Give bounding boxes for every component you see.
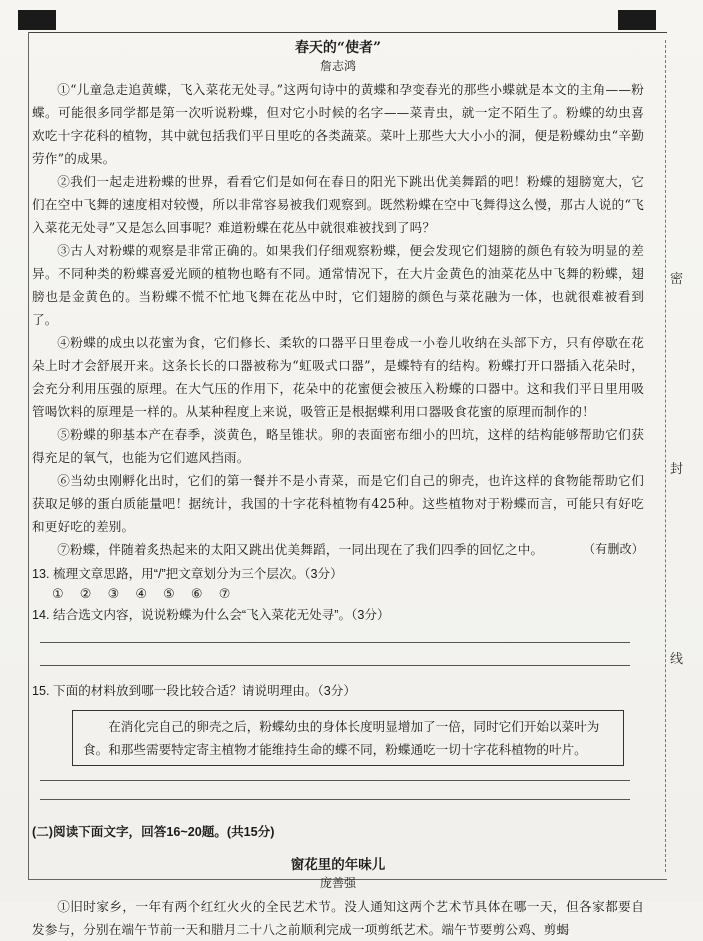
question-15: 15. 下面的材料放到哪一段比较合适？请说明理由。（3分） — [32, 684, 356, 698]
alignment-marker-left — [18, 10, 56, 30]
answer-line-15b[interactable] — [40, 799, 630, 800]
alignment-marker-right — [618, 10, 656, 30]
answer-line-15a[interactable] — [40, 780, 630, 781]
question-15-material-box — [72, 710, 624, 766]
article-title: 春天的“使者” — [294, 40, 382, 56]
binding-char-xian: 线 — [670, 652, 684, 667]
paragraph-4: ④粉蝶的成虫以花蜜为食，它们修长、柔软的口器平日里卷成一小卷儿收纳在头部下方，只有停歇在花朵上时才会舒展开来。这条长长的口器被称为“虹吸式口器”，是蝶特有的结构。粉蝶打开口器插入花朵时，会充分利用压强的原理。在大气压的作用下，花朵中的花蜜便会被压入粉蝶的口器中。这和我们平日里用吸管喝饮料的原理是一样的。从某种程度上来说，吸管正是根据蝶利用口器吸食花蜜的原理而制作的！ — [32, 335, 644, 419]
edit-note: （有删改） — [582, 542, 644, 556]
paragraph-5: ⑤粉蝶的卵基本产在春季，淡黄色，略呈锥状。卵的表面密布细小的凹坑，这样的结构能够帮助它们获得充足的氧气，也能为它们遮风挡雨。 — [32, 427, 644, 465]
answer-line-14a[interactable] — [40, 642, 630, 643]
section-2-author: 庞善强 — [319, 875, 356, 890]
paragraph-1: ①“儿童急走追黄蝶，飞入菜花无处寻。”这两句诗中的黄蝶和孕变春光的那些小蝶就是本文的主角——粉蝶。可能很多同学都是第一次听说粉蝶，但对它小时候的名字——菜青虫，就一定不陌生了。粉蝶的幼虫喜欢吃十字花科的植物，其中就包括我们平日里吃的各类蔬菜。菜叶上那些大大小小的洞，便是粉蝶幼虫“辛勤劳作”的成果。 — [32, 82, 644, 166]
question-13: 13. 梳理文章思路，用“/”把文章划分为三个层次。（3分） — [32, 567, 343, 581]
left-rule — [28, 32, 29, 880]
section-2-paragraph-1: ①旧时家乡，一年有两个红红火火的全民艺术节。没人通知这两个艺术节具体在哪一天，但各家都要自发参与，分别在端午节前一天和腊月二十八之前顺利完成一项剪纸艺术。端午节要剪公鸡、剪蝎 — [32, 898, 644, 937]
exam-content — [32, 38, 644, 941]
section-2-title: 窗花里的年味儿 — [290, 856, 386, 873]
binding-char-feng: 封 — [670, 462, 684, 477]
paragraph-3: ③古人对粉蝶的观察是非常正确的。如果我们仔细观察粉蝶，便会发现它们翅膀的颜色有较为明显的差异。不同种类的粉蝶喜爱光顾的植物也略有不同。通常情况下，在大片金黄色的油菜花丛中飞舞的粉蝶，翅膀也是金黄色的。当粉蝶不慌不忙地飞舞在花丛中时，它们翅膀的颜色与菜花融为一体，也就很难被看到了。 — [32, 243, 644, 327]
paragraph-2: ②我们一起走进粉蝶的世界，看看它们是如何在春日的阳光下跳出优美舞蹈的吧！粉蝶的翅膀宽大，它们在空中飞舞的速度相对较慢，所以非常容易被我们观察到。既然粉蝶在空中飞舞得这么慢，那古人说的“飞入菜花无处寻”又是怎么回事呢？难道粉蝶在花丛中就很难被找到了吗？ — [32, 174, 644, 235]
binding-line — [665, 40, 667, 872]
section-2-heading: (二)阅读下面文字，回答16~20题。(共15分) — [32, 825, 275, 839]
question-13-paragraph-numbers: ① ② ③ ④ ⑤ ⑥ ⑦ — [52, 587, 237, 602]
binding-char-mi: 密 — [670, 272, 684, 287]
paragraph-7-text: ⑦粉蝶，伴随着炙热起来的太阳又跳出优美舞蹈，一同出现在了我们四季的回忆之中。 — [57, 542, 544, 557]
question-15-material: 在消化完自己的卵壳之后，粉蝶幼虫的身体长度明显增加了一倍，同时它们开始以菜叶为食。和那些需要特定寄主植物才能维持生命的蝶不同，粉蝶通吃一切十字花科植物的叶片。 — [83, 719, 600, 757]
top-rule — [28, 32, 667, 33]
article-author: 詹志鸿 — [319, 59, 356, 73]
paragraph-6: ⑥当幼虫刚孵化出时，它们的第一餐并不是小青菜，而是它们自己的卵壳，也许这样的食物能帮助它们获取足够的蛋白质能量吧！据统计，我国的十字花科植物有425种。这些植物对于粉蝶而言，可能只有好吃和更好吃的差别。 — [32, 473, 644, 534]
answer-line-14b[interactable] — [40, 665, 630, 666]
paragraph-7 — [32, 538, 644, 561]
question-14: 14. 结合选文内容，说说粉蝶为什么会“飞入菜花无处寻”。（3分） — [32, 608, 390, 622]
